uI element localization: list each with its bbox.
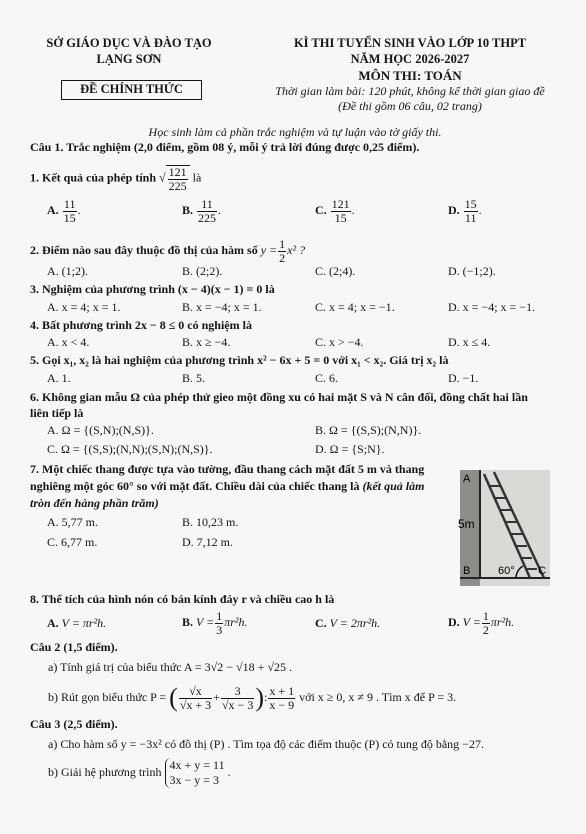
q1-4-text: 4. Bất phương trình 2x − 8 ≤ 0 có nghiệm là xyxy=(30,318,252,332)
q1-2-option-c: C. (2;4). xyxy=(315,264,356,278)
q1-6-option-b: B. Ω = {(S,S);(N,N)}. xyxy=(315,423,422,437)
instruction: Học sinh làm cả phần trắc nghiệm và tự luận vào tờ giấy thi. xyxy=(148,125,442,139)
q1-6-text: 6. Không gian mẫu Ω của phép thử gieo một đồng xu có hai mặt S và N cân đối, đồng chất hai lần xyxy=(30,390,528,404)
q1-2-option-b: B. (2;2). xyxy=(182,264,223,278)
q1-8-option-b: B. V = $\frac{1}{3}$ πr²h. xyxy=(182,609,248,637)
q1-7-option-c: C. 6,77 m. xyxy=(47,535,98,549)
q3-a: a) Cho hàm số y = −3x² có đồ thị (P) . Tìm tọa độ các điểm thuộc (P) có tung độ bằng −27. xyxy=(48,737,484,751)
subject: MÔN THI: TOÁN xyxy=(358,68,462,83)
q1-6-text-cont: liên tiếp là xyxy=(30,406,84,420)
equation-system: 4x + y = 11 3x − y = 3 xyxy=(165,758,225,788)
figure-label-b: B xyxy=(463,565,471,577)
q1-7-option-b: B. 10,23 m. xyxy=(182,515,239,529)
q2-b: b) Rút gọn biểu thức P = ( $\frac{√x}{√x + 3}$ + $\frac{3}{√x - 3}$ ): $\frac{x + 1}{x - 9}$ với x ≥ 0, x ≠ 9 . Tìm x để P = 3. xyxy=(48,683,457,712)
official-label: ĐỀ CHÍNH THỨC xyxy=(80,82,183,96)
q1-7-option-d: D. 7,12 m. xyxy=(182,535,233,549)
q1-1-option-d: D. $\frac{15}{11}$ . xyxy=(448,197,482,225)
q1-8-option-d: D. V = $\frac{1}{2}$ πr²h. xyxy=(448,609,515,637)
q1-3-option-c: C. x = 4; x = −1. xyxy=(315,300,395,314)
time-limit: Thời gian làm bài: 120 phút, không kể thời gian giao đề xyxy=(275,84,545,98)
q1-1-text xyxy=(30,165,201,192)
q3-title: Câu 3 (2,5 điểm). xyxy=(30,717,118,731)
q1-6-option-d: D. Ω = {S;N}. xyxy=(315,442,385,456)
q1-3-option-d: D. x = −4; x = −1. xyxy=(448,300,536,314)
q1-5-option-a: A. 1. xyxy=(47,371,71,385)
figure-label-angle: 60° xyxy=(498,565,515,577)
q1-1-option-a: A. $\frac{11}{15}$ . xyxy=(47,197,81,225)
q1-8-option-a: A. V = πr²h. xyxy=(47,616,107,630)
q1-5-option-c: C. 6. xyxy=(315,371,339,385)
q1-2-option-d: D. (−1;2). xyxy=(448,264,496,278)
q1-7-option-a: A. 5,77 m. xyxy=(47,515,98,529)
q1-7-text: 7. Một chiếc thang được tựa vào tường, đầu thang cách mặt đất 5 m và thang xyxy=(30,462,425,476)
exam-title: KÌ THI TUYỂN SINH VÀO LỚP 10 THPT xyxy=(293,36,527,50)
province-name: LẠNG SƠN xyxy=(96,52,162,66)
q3-b: b) Giải hệ phương trình 4x + y = 11 3x − y = 3 . xyxy=(48,758,231,787)
q1-4-option-a: A. x < 4. xyxy=(47,335,90,349)
q1-3-text: 3. Nghiệm của phương trình (x − 4)(x − 1) = 0 là xyxy=(30,282,275,296)
ladder-figure xyxy=(460,470,550,586)
q1-5-text: 5. Gọi x₁, x₂ là hai nghiệm của phương trình x² − 6x + 5 = 0 với x₁ < x₂. Giá trị x₂ là xyxy=(30,353,449,367)
q1-4-option-d: D. x ≤ 4. xyxy=(448,335,491,349)
q1-1-option-b: B. $\frac{11}{225}$ . xyxy=(182,197,222,225)
q1-5-option-b: B. 5. xyxy=(182,371,206,385)
figure-label-c: C xyxy=(538,565,546,577)
q1-title: Câu 1. Trắc nghiệm (2,0 điểm, gồm 08 ý, mỗi ý trả lời đúng được 0,25 điểm). xyxy=(30,140,420,154)
q1-7-text-note: tròn đến hàng phần trăm) xyxy=(30,496,159,510)
q1-7-text-cont: nghiêng một góc 60° so với mặt đất. Chiều dài của chiếc thang là (kết quả làm xyxy=(30,479,425,493)
school-year: NĂM HỌC 2026-2027 xyxy=(350,52,470,66)
q1-8-option-c: C. V = 2πr²h. xyxy=(315,616,381,630)
q1-3-option-a: A. x = 4; x = 1. xyxy=(47,300,121,314)
q1-4-option-b: B. x ≥ −4. xyxy=(182,335,231,349)
q1-1-option-c: C. $\frac{121}{15}$ . xyxy=(315,197,355,225)
q1-3-option-b: B. x = −4; x = 1. xyxy=(182,300,262,314)
figure-label-a: A xyxy=(463,473,471,485)
q1-5-option-d: D. −1. xyxy=(448,371,479,385)
q1-1-suffix: là xyxy=(192,170,202,185)
q1-4-option-c: C. x > −4. xyxy=(315,335,364,349)
q1-1-label: 1. Kết quả của phép tính xyxy=(30,170,157,185)
q1-8-text: 8. Thể tích của hình nón có bán kính đáy r và chiều cao h là xyxy=(30,592,335,606)
q1-6-option-a: A. Ω = {(S,N);(N,S)}. xyxy=(47,423,154,437)
q1-2-option-a: A. (1;2). xyxy=(47,264,88,278)
sqrt-expression: √ $\frac{121}{225}$ xyxy=(159,165,190,192)
page-count: (Đề thi gồm 06 câu, 02 trang) xyxy=(338,99,482,113)
department-name: SỞ GIÁO DỤC VÀ ĐÀO TẠO xyxy=(46,36,212,50)
q2-title: Câu 2 (1,5 điểm). xyxy=(30,640,118,654)
q2-a: a) Tính giá trị của biểu thức A = 3√2 − √18 + √25 . xyxy=(48,660,292,674)
q1-2-text: 2. Điểm nào sau đây thuộc đồ thị của hàm số y = $\frac{1}{2}$ x² ? xyxy=(30,237,306,265)
figure-label-height: 5m xyxy=(458,517,475,531)
q1-6-option-c: C. Ω = {(S,S);(N,N);(S,N);(N,S)}. xyxy=(47,442,213,456)
